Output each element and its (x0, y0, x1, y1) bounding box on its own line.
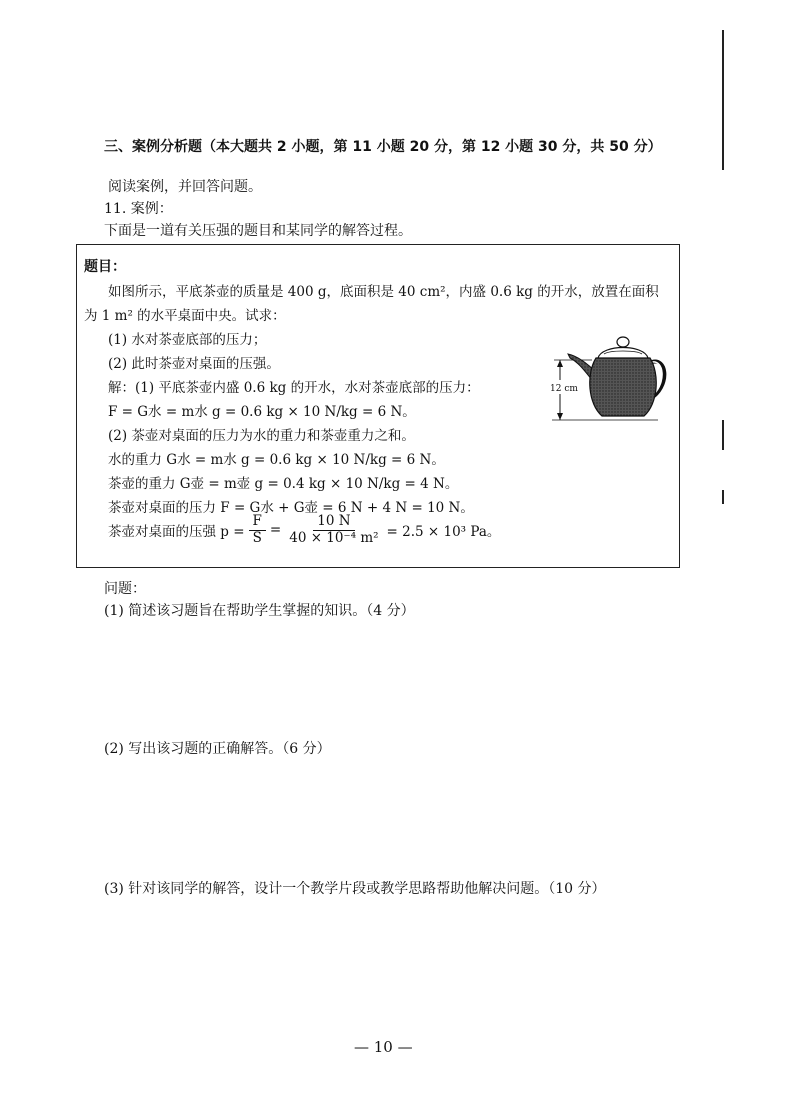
problem-title: 题目： (84, 259, 126, 275)
pressure-result: = 2.5 × 10³ Pa。 (386, 524, 501, 541)
equals-sign: = (269, 522, 282, 539)
teapot-body (590, 358, 657, 416)
fraction-values (285, 514, 382, 546)
solution-line-4: 水的重力 G水 = m水 g = 0.6 kg × 10 N/kg = 6 N。 (108, 452, 445, 468)
height-label: 12 cm (550, 384, 578, 394)
arrow-down-icon (557, 413, 563, 420)
solution-line-5: 茶壶的重力 G壶 = m壶 g = 0.4 kg × 10 N/kg = 4 N。 (108, 476, 459, 492)
pressure-prefix: 茶壶对桌面的压强 p = (108, 524, 245, 541)
solution-line-1: 解：(1) 平底茶壶内盛 0.6 kg 的开水，水对茶壶底部的压力： (108, 380, 480, 396)
fraction-denominator: 40 × 10⁻⁴ m² (289, 529, 379, 546)
scan-edge-mark (722, 490, 724, 504)
problem-question-1: (1) 水对茶壶底部的压力； (108, 332, 267, 348)
teapot-figure (548, 318, 670, 426)
problem-statement-1: 如图所示，平底茶壶的质量是 400 g，底面积是 40 cm²，内盛 0.6 kg 的开水，放置在面积 (108, 284, 659, 300)
questions-heading: 问题： (104, 581, 146, 597)
arrow-up-icon (557, 360, 563, 367)
case-label: 11. 案例： (104, 201, 173, 217)
teapot-lid (598, 348, 648, 359)
page-number: — 10 — (354, 1038, 413, 1056)
question-1: (1) 简述该习题旨在帮助学生掌握的知识。（4 分） (104, 603, 415, 619)
instruction-text: 阅读案例，并回答问题。 (108, 179, 262, 195)
question-3: (3) 针对该同学的解答，设计一个教学片段或教学思路帮助他解决问题。（10 分） (104, 881, 606, 897)
problem-question-2: (2) 此时茶壶对桌面的压强。 (108, 356, 280, 372)
scan-edge-mark (722, 420, 724, 450)
fraction-f-over-s (249, 514, 266, 546)
problem-statement-2: 为 1 m² 的水平桌面中央。试求： (84, 308, 286, 324)
fraction-numerator: 10 N (313, 514, 354, 531)
case-description: 下面是一道有关压强的题目和某同学的解答过程。 (104, 223, 412, 239)
lid-knob (617, 337, 629, 347)
scan-edge-mark (722, 30, 724, 170)
solution-line-3: (2) 茶壶对桌面的压力为水的重力和茶壶重力之和。 (108, 428, 415, 444)
question-2: (2) 写出该习题的正确解答。（6 分） (104, 741, 331, 757)
section-title: 三、案例分析题（本大题共 2 小题，第 11 小题 20 分，第 12 小题 30 分，共 50 分） (104, 139, 662, 155)
fraction-denominator: S (252, 529, 262, 546)
solution-line-7 (108, 514, 500, 546)
solution-line-6: 茶壶对桌面的压力 F = G水 + G壶 = 6 N + 4 N = 10 N。 (108, 500, 474, 516)
solution-line-2: F = G水 = m水 g = 0.6 kg × 10 N/kg = 6 N。 (108, 404, 416, 420)
fraction-numerator: F (249, 514, 266, 531)
